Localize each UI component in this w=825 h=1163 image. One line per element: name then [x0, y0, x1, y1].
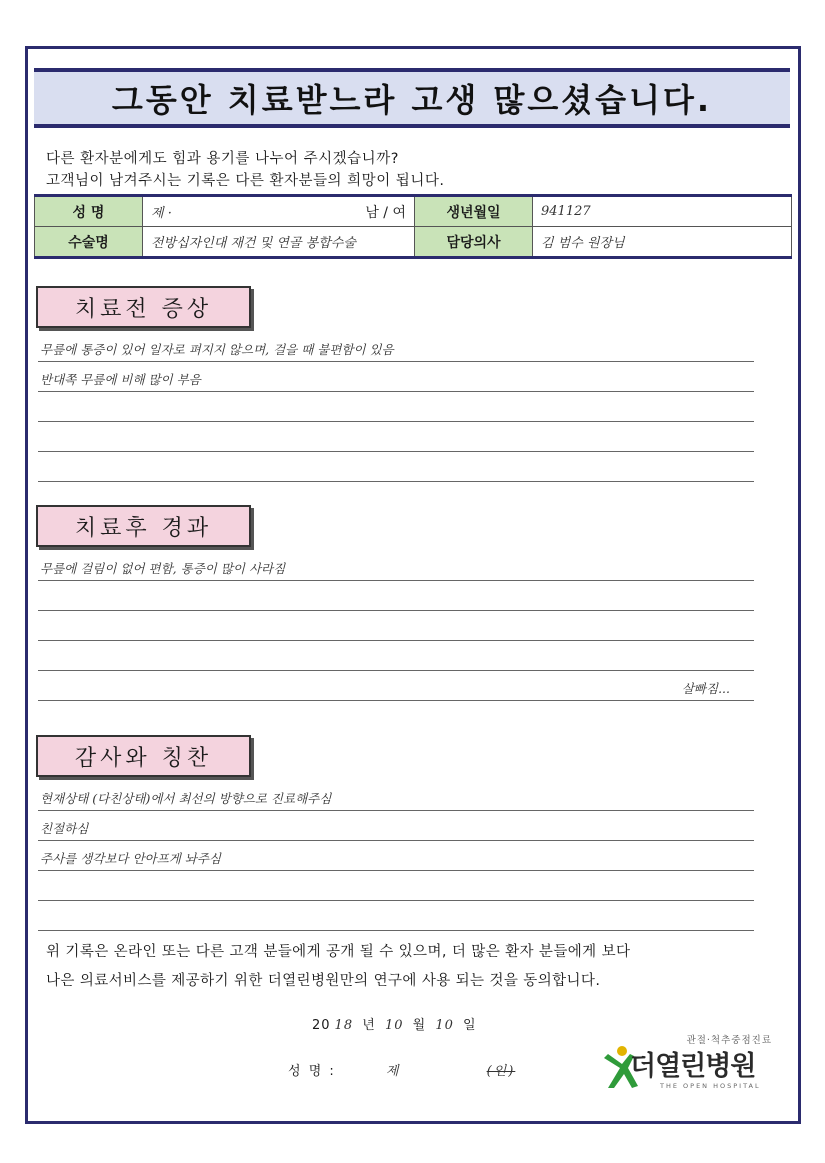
before-line-2: 반대쪽 무릎에 비해 많이 부음 [40, 372, 201, 387]
ruled-line [38, 841, 754, 871]
signature-line [288, 1060, 515, 1079]
ruled-line [38, 452, 754, 482]
ruled-line [38, 611, 754, 641]
surgery-label: 수술명 [35, 227, 143, 258]
intro-line-1: 다른 환자분에게도 힘과 용기를 나누어 주시겠습니까? [46, 151, 399, 167]
page-title: 그동안 치료받느라 고생 많으셨습니다. [111, 81, 713, 119]
thanks-line-1: 현재상태 (다친상태)에서 최선의 방향으로 진료해주심 [40, 791, 332, 806]
ruled-line [38, 422, 754, 452]
birth-label: 생년월일 [415, 196, 533, 227]
consent-line-2: 나은 의료서비스를 제공하기 위한 더열린병원만의 연구에 사용 되는 것을 동의합니다. [46, 973, 601, 989]
signature-label: 성 명 : [288, 1064, 336, 1079]
date-year-label: 년 [362, 1018, 376, 1033]
before-heading: 치료전 증상 [36, 286, 251, 328]
doctor-value: 김 범수 원장님 [533, 227, 792, 258]
date-month: 10 [384, 1018, 404, 1033]
after-heading: 치료후 경과 [36, 505, 251, 547]
ruled-line [38, 332, 754, 362]
ruled-line [38, 811, 754, 841]
ruled-line [38, 901, 754, 931]
date-prefix: 20 [312, 1018, 331, 1033]
thanks-line-3: 주사를 생각보다 안아프게 놔주심 [40, 851, 221, 866]
logo-name: 더열린병원 [630, 1051, 756, 1082]
ruled-line [38, 392, 754, 422]
date-year: 18 [334, 1018, 354, 1033]
before-lines [38, 332, 754, 482]
ruled-line [38, 551, 754, 581]
thanks-heading: 감사와 칭찬 [36, 735, 251, 777]
logo-english: THE OPEN HOSPITAL [660, 1082, 761, 1090]
name-label: 성 명 [35, 196, 143, 227]
ruled-line [38, 671, 754, 701]
gender-value: 남 / 여 [365, 204, 406, 221]
after-line-5: 살빠짐... [681, 681, 730, 696]
title-banner [34, 68, 790, 128]
name-cell [143, 196, 415, 227]
date-month-label: 월 [412, 1018, 427, 1033]
consent-text [46, 938, 630, 996]
patient-info-table [34, 194, 792, 259]
ruled-line [38, 641, 754, 671]
ruled-line [38, 871, 754, 901]
ruled-line [38, 581, 754, 611]
hospital-logo [600, 1030, 780, 1094]
date-day-label: 일 [463, 1018, 477, 1033]
birth-value: 941127 [533, 196, 792, 227]
before-line-1: 무릎에 통증이 있어 일자로 펴지지 않으며, 걸을 때 불편함이 있음 [40, 342, 394, 357]
intro-line-2: 고객님이 남겨주시는 기록은 다른 환자분들의 희망이 됩니다. [46, 173, 445, 189]
date-line [312, 1014, 477, 1033]
consent-line-1: 위 기록은 온라인 또는 다른 고객 분들에게 공개 될 수 있으며, 더 많은 환자 분들에게 보다 [46, 944, 631, 960]
thanks-lines [38, 781, 754, 931]
signature-name: 제 [385, 1064, 401, 1079]
logo-tagline: 관절·척추중점진료 [686, 1035, 772, 1046]
ruled-line [38, 362, 754, 392]
ruled-line [38, 781, 754, 811]
doctor-label: 담당의사 [415, 227, 533, 258]
after-line-1: 무릎에 걸림이 없어 편함, 통증이 많이 사라짐 [40, 561, 286, 576]
after-lines [38, 551, 754, 701]
name-value: 제 · [151, 205, 172, 221]
thanks-line-2: 친절하심 [40, 821, 89, 836]
intro-text [46, 148, 444, 192]
surgery-value: 전방십자인대 재건 및 연골 봉합수술 [143, 227, 415, 258]
signature-mark: (인) [486, 1064, 516, 1079]
date-day: 10 [435, 1018, 454, 1033]
